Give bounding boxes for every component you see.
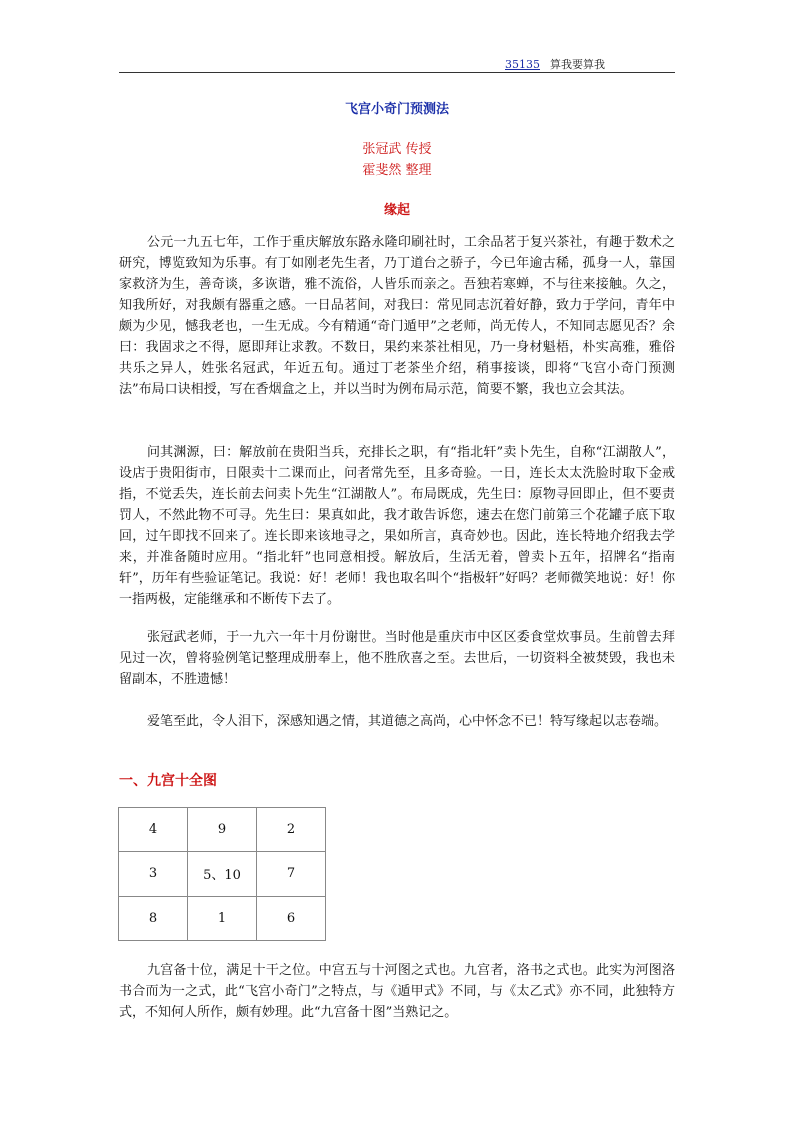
paragraph-1: 公元一九五七年，工作于重庆解放东路永隆印刷社时，工余品茗于复兴茶社，有趣于数术之研究，博览致知为乐事。有丁如刚老先生者，乃丁道台之骄子，今已年逾古稀，孤身一人，靠国家救济为生，善奇谈，多诙谐，雅不流俗，人皆乐而亲之。吾独若寒蝉，不与往来接触。久之，知我所好，对我颇有器重之感。一日品茗间，对我曰：常见同志沉着好静，致力于学问，青年中颇为少见，憾我老也，一生无成。今有精通“奇门遁甲”之老师，尚无传人，不知同志愿见否？余曰：我固求之不得，愿即拜让求教。不数日，果约来茶社相见，乃一身材魁梧，朴实高雅，雅俗共乐之异人，姓张名冠武，年近五旬。通过丁老茶坐介绍，稍事接谈，即将“飞宫小奇门预测法”布局口诀相授，写在香烟盒之上，并以当时为例布局示范，简要不繁，我也立会其法。	[119, 235, 675, 397]
page-header	[119, 56, 675, 73]
grid-row	[119, 896, 326, 940]
heading-nine-palace: 一、九宫十全图	[119, 773, 217, 789]
document-title: 飞宫小奇门预测法	[344, 102, 449, 117]
header-site-name: 算我要算我	[550, 58, 605, 71]
paragraph-closing: 九宫备十位，满足十干之位。中宫五与十河图之式也。九宫者，洛书之式也。此实为河图洛书合而为一之式，此“飞宫小奇门”之特点，与《遁甲式》不同，与《太乙式》亦不同，此独特方式，不知何人所作，颇有妙理。此“九宫备十图”当熟记之。	[119, 963, 675, 1020]
paragraph-4: 爱笔至此，令人泪下，深感知遇之情，其道德之高尚，心中怀念不已！特写缘起以志卷端。	[147, 714, 668, 729]
grid-row	[119, 852, 326, 896]
grid-cell: 1	[188, 896, 257, 940]
grid-cell: 8	[119, 896, 188, 940]
grid-cell: 7	[257, 852, 326, 896]
grid-cell: 6	[257, 896, 326, 940]
grid-cell: 4	[119, 808, 188, 852]
grid-cell: 2	[257, 808, 326, 852]
paragraph-2: 问其渊源，曰：解放前在贵阳当兵，充排长之职，有“指北轩”卖卜先生，自称“江湖散人”，设店于贵阳街市，日限卖十二课而止，问者常先至，且多奇验。一日，连长太太洗脸时取下金戒指，不觉丢失，连长前去问卖卜先生“江湖散人”。布局既成，先生曰：原物寻回即止，但不要责罚人，不然此物不可寻。先生曰：果真如此，我才敢告诉您，速去在您门前第三个花罐子底下取回，过午即找不回来了。连长即来该地寻之，果如所言，真奇妙也。因此，连长特地介绍我去学来，并准备随时应用。“指北轩”也同意相授。解放后，生活无着，曾卖卜五年，招牌名“指南轩”，历年有些验证笔记。我说：好！老师！我也取名叫个“指极轩”好吗？老师微笑地说：好！你一指两极，定能继承和不断传下去了。	[119, 445, 675, 607]
author-line-1: 张冠武 传授	[362, 142, 432, 157]
grid-cell: 5、10	[188, 852, 257, 896]
header-id-link[interactable]: 35135	[505, 58, 540, 71]
section-heading: 缘起	[383, 203, 410, 218]
grid-cell: 3	[119, 852, 188, 896]
grid-cell: 9	[188, 808, 257, 852]
paragraph-3: 张冠武老师，于一九六一年十月份谢世。当时他是重庆市中区区委食堂炊事员。生前曾去拜见过一次，曾将验例笔记整理成册奉上，他不胜欣喜之至。去世后，一切资料全被焚毁，我也未留副本，不胜遗憾！	[119, 630, 675, 687]
nine-palace-grid	[118, 807, 326, 941]
grid-row	[119, 808, 326, 852]
author-line-2: 霍斐然 整理	[362, 163, 432, 178]
